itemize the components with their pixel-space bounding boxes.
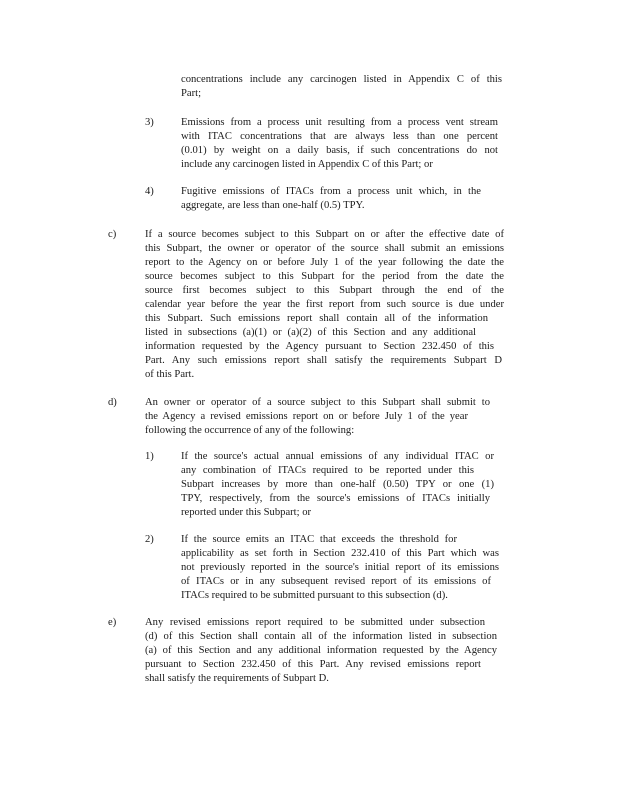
text-line: calendar year before the year the first report from such source is due under [145, 299, 504, 310]
text-line: this Subpart. Such emissions report shall contain all of the information [145, 313, 488, 324]
text-line: Part; [181, 88, 202, 99]
text-line: this Subpart, the owner or operator of the source shall submit an emissions [145, 243, 504, 254]
text-line: reported under this Subpart; or [181, 507, 312, 518]
text-line: aggregate, are less than one-half (0.5) TPY. [181, 200, 365, 211]
text-line: report to the Agency on or before July 1 of the year following the date the [145, 257, 504, 268]
text-line: If the source emits an ITAC that exceeds the threshold for [181, 534, 457, 545]
text-line: TPY, respectively, from the source's emissions of ITACs initially [181, 493, 490, 504]
text-line: information requested by the Agency pursuant to Section 232.450 of this [145, 341, 494, 352]
text-line: (0.01) by weight on a daily basis, if such concentrations do not [181, 145, 498, 156]
text-line: concentrations include any carcinogen listed in Appendix C of this [181, 74, 502, 85]
text-line: listed in subsections (a)(1) or (a)(2) of this Section and any additional [145, 327, 476, 338]
text-line: (a) of this Section and any additional information requested by the Agency [145, 645, 497, 656]
text-line: include any carcinogen listed in Appendix C of this Part; or [181, 159, 433, 170]
text-line: applicability as set forth in Section 232.410 of this Part which was [181, 548, 499, 559]
text-line: ITACs required to be submitted pursuant to this subsection (d). [181, 590, 448, 601]
item-4-marker: 4) [145, 186, 154, 197]
text-line: following the occurrence of any of the following: [145, 425, 355, 436]
text-line: Subpart increases by more than one-half (0.50) TPY or one (1) [181, 479, 494, 490]
text-line: of ITACs or in any subsequent revised report of its emissions of [181, 576, 491, 587]
text-line: shall satisfy the requirements of Subpart D. [145, 673, 329, 684]
text-line: source first becomes subject to this Subpart through the end of the [145, 285, 504, 296]
text-line: Any revised emissions report required to be submitted under subsection [145, 617, 485, 628]
section-c-marker: c) [108, 229, 117, 240]
text-line: (d) of this Section shall contain all of the information listed in subsection [145, 631, 497, 642]
text-line: An owner or operator of a source subject to this Subpart shall submit to [145, 397, 490, 408]
section-d-item-2-marker: 2) [145, 534, 154, 545]
section-d-item-1-marker: 1) [145, 451, 154, 462]
text-line: pursuant to Section 232.450 of this Part. Any revised emissions report [145, 659, 481, 670]
text-line: of this Part. [145, 369, 195, 380]
text-line: Part. Any such emissions report shall satisfy the requirements Subpart D [145, 355, 502, 366]
text-line: If a source becomes subject to this Subpart on or after the effective date of [145, 229, 504, 240]
item-3-marker: 3) [145, 117, 154, 128]
text-line: Fugitive emissions of ITACs from a process unit which, in the [181, 186, 481, 197]
text-line: source becomes subject to this Subpart for the period from the date the [145, 271, 504, 282]
section-e-marker: e) [108, 617, 117, 628]
text-line: with ITAC concentrations that are always less than one percent [181, 131, 498, 142]
section-d-marker: d) [108, 397, 117, 408]
text-line: not previously reported in the source's initial report of its emissions [181, 562, 499, 573]
text-line: Emissions from a process unit resulting from a process vent stream [181, 117, 498, 128]
text-line: If the source's actual annual emissions of any individual ITAC or [181, 451, 494, 462]
text-line: the Agency a revised emissions report on or before July 1 of the year [145, 411, 468, 422]
text-line: any combination of ITACs required to be reported under this [181, 465, 474, 476]
